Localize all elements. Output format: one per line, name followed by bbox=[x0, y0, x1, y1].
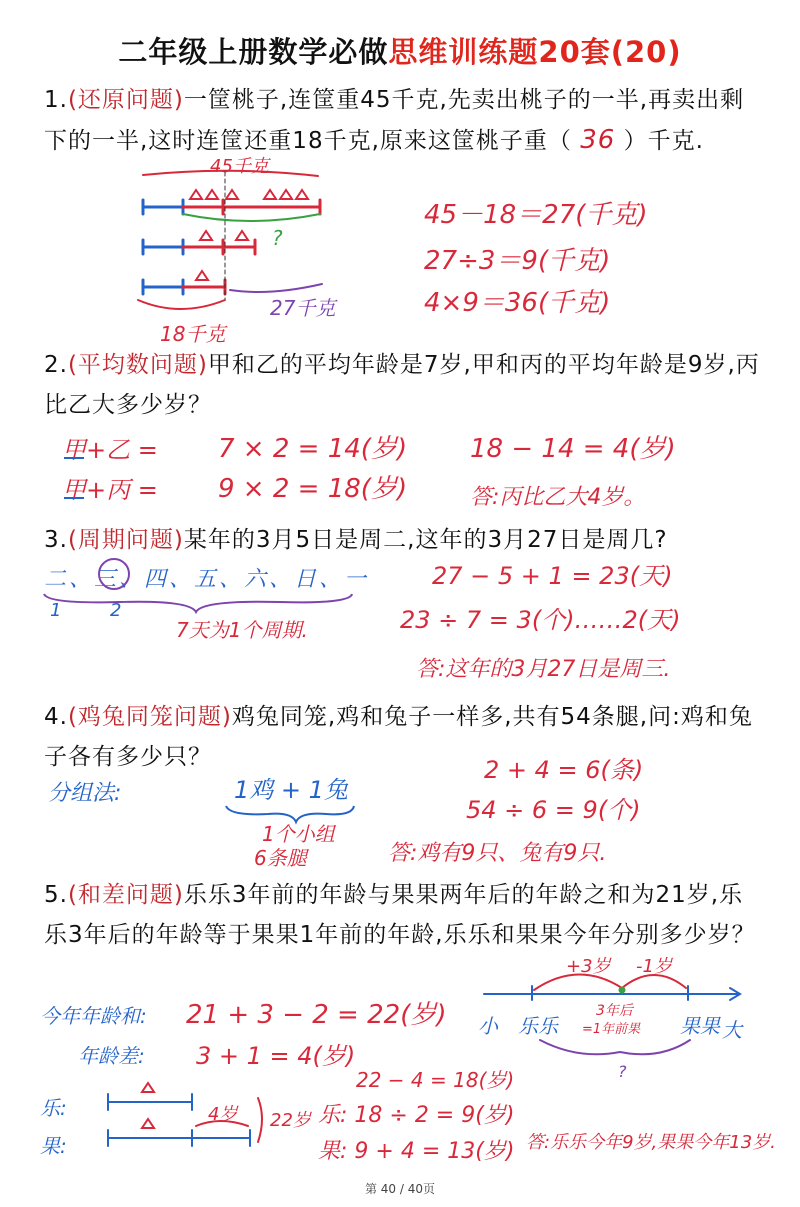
q4-group-note-2: 6条腿 bbox=[254, 846, 307, 870]
question-text: 一筐桃子,连筐重45千克,先卖出桃子的一半,再卖出剩下的一半,这时连筐还重18千克,原来这筐桃子重（ bbox=[44, 87, 745, 154]
q5-bar-guo: 果: bbox=[40, 1134, 67, 1158]
q5-after: 3年后 bbox=[596, 1003, 633, 1019]
q5-small: 小 bbox=[478, 1014, 498, 1038]
question-4 bbox=[44, 697, 764, 777]
title-highlight: 思维训练题20套(20) bbox=[388, 35, 682, 69]
question-text: 乐乐3年前的年龄与果果两年后的年龄之和为21岁,乐乐3年后的年龄等于果果1年前的年龄,乐乐和果果今年分别多少岁？ bbox=[44, 882, 756, 948]
question-number: 3. bbox=[44, 527, 68, 553]
question-tag: (还原问题) bbox=[67, 87, 184, 113]
q5-bar-model bbox=[108, 1083, 262, 1146]
q5-work-line-3: 果: 9 + 4 = 13(岁) bbox=[318, 1139, 515, 1164]
question-number: 4. bbox=[44, 704, 68, 730]
q3-period-note: 7天为1个周期. bbox=[176, 618, 308, 642]
q5-plus3: +3岁 bbox=[566, 956, 611, 977]
q2-label-2: 甲+丙 = bbox=[62, 476, 158, 504]
question-tag: (和差问题) bbox=[67, 882, 184, 908]
question-5 bbox=[44, 875, 764, 955]
q5-lele: 乐乐 bbox=[518, 1014, 558, 1038]
question-tag: (周期问题) bbox=[67, 527, 184, 553]
q4-group: 1鸡 + 1兔 bbox=[234, 776, 348, 804]
q2-answer: 答:丙比乙大4岁。 bbox=[470, 485, 646, 510]
q5-sum-work: 21 + 3 − 2 = 22(岁) bbox=[186, 1000, 447, 1030]
q3-answer: 答:这年的3月27日是周三. bbox=[416, 657, 671, 682]
question-text: 鸡兔同笼,鸡和兔子一样多,共有54条腿,问:鸡和兔子各有多少只？ bbox=[44, 704, 753, 770]
q5-diff-work: 3 + 1 = 4(岁) bbox=[196, 1042, 356, 1070]
q4-group-note-1: 1个小组 bbox=[262, 822, 335, 846]
q3-mark-2: 2 bbox=[110, 600, 122, 621]
q5-minus1: -1岁 bbox=[636, 956, 672, 977]
q4-work-line-2: 54 ÷ 6 = 9(个) bbox=[466, 796, 641, 824]
question-tag: (鸡兔同笼问题) bbox=[67, 704, 232, 730]
q5-big: 大 bbox=[722, 1018, 742, 1042]
title-main: 二年级上册数学必做 bbox=[118, 35, 389, 69]
q1-segment-diagram bbox=[138, 171, 322, 309]
answer-blank: 36 bbox=[580, 125, 616, 155]
q3-work-line-1: 27 − 5 + 1 = 23(天) bbox=[432, 562, 673, 590]
q3-mark-1: 1 bbox=[50, 600, 62, 621]
page-title bbox=[0, 30, 800, 71]
q5-work-line-2: 乐: 18 ÷ 2 = 9(岁) bbox=[318, 1103, 515, 1128]
q2-work-left-2: 9 × 2 = 18(岁) bbox=[218, 474, 408, 504]
question-number: 5. bbox=[44, 882, 68, 908]
q3-week-sequence: 二、三、四、五、六、日、一 bbox=[44, 567, 370, 592]
question-number: 2. bbox=[44, 352, 68, 378]
q1-work-line-2: 27÷3＝9(千克) bbox=[424, 246, 611, 276]
q5-diff-label: 年龄差: bbox=[78, 1044, 145, 1068]
question-tag: (平均数问题) bbox=[67, 352, 208, 378]
q5-sum-label: 今年年龄和: bbox=[40, 1004, 147, 1028]
q5-work-line-1: 22 − 4 = 18(岁) bbox=[356, 1068, 515, 1092]
question-text-end: ）千克. bbox=[623, 128, 704, 154]
question-text: 某年的3月5日是周二,这年的3月27日是周几? bbox=[183, 527, 668, 553]
q3-work-line-2: 23 ÷ 7 = 3(个)……2(天) bbox=[400, 606, 681, 634]
question-3 bbox=[44, 520, 764, 560]
diagram-label-bottom: 18千克 bbox=[160, 322, 226, 346]
q5-guoguo: 果果 bbox=[680, 1014, 720, 1038]
q5-question-mark: ? bbox=[618, 1062, 627, 1081]
q5-answer: 答:乐乐今年9岁,果果今年13岁. bbox=[526, 1132, 776, 1153]
q5-bar-diff: 4岁 bbox=[208, 1104, 238, 1125]
diagram-label-top: 45千克 bbox=[210, 156, 269, 177]
page-footer: 第 40 / 40页 bbox=[364, 1182, 436, 1196]
question-2 bbox=[44, 345, 764, 425]
q5-bar-total: 22岁 bbox=[270, 1110, 311, 1131]
q2-label-1: 甲+乙 = bbox=[62, 436, 158, 464]
q1-work-line-1: 45－18＝27(千克) bbox=[424, 200, 648, 230]
q5-before: =1年前果 bbox=[582, 1022, 641, 1037]
q5-bar-le: 乐: bbox=[40, 1096, 67, 1120]
q2-work-right: 18 − 14 = 4(岁) bbox=[470, 434, 676, 464]
q4-method: 分组法: bbox=[48, 781, 122, 806]
q4-answer: 答:鸡有9只、兔有9只. bbox=[388, 841, 607, 866]
q1-work-line-3: 4×9＝36(千克) bbox=[424, 288, 611, 318]
question-1 bbox=[44, 80, 764, 161]
diagram-label-right: 27千克 bbox=[270, 296, 336, 320]
q4-work-line-1: 2 + 4 = 6(条) bbox=[484, 756, 644, 784]
question-number: 1. bbox=[44, 87, 68, 113]
question-text: 甲和乙的平均年龄是7岁,甲和丙的平均年龄是9岁,丙比乙大多少岁？ bbox=[44, 352, 760, 418]
q2-work-left-1: 7 × 2 = 14(岁) bbox=[218, 434, 408, 464]
diagram-question-mark: ? bbox=[272, 226, 283, 250]
